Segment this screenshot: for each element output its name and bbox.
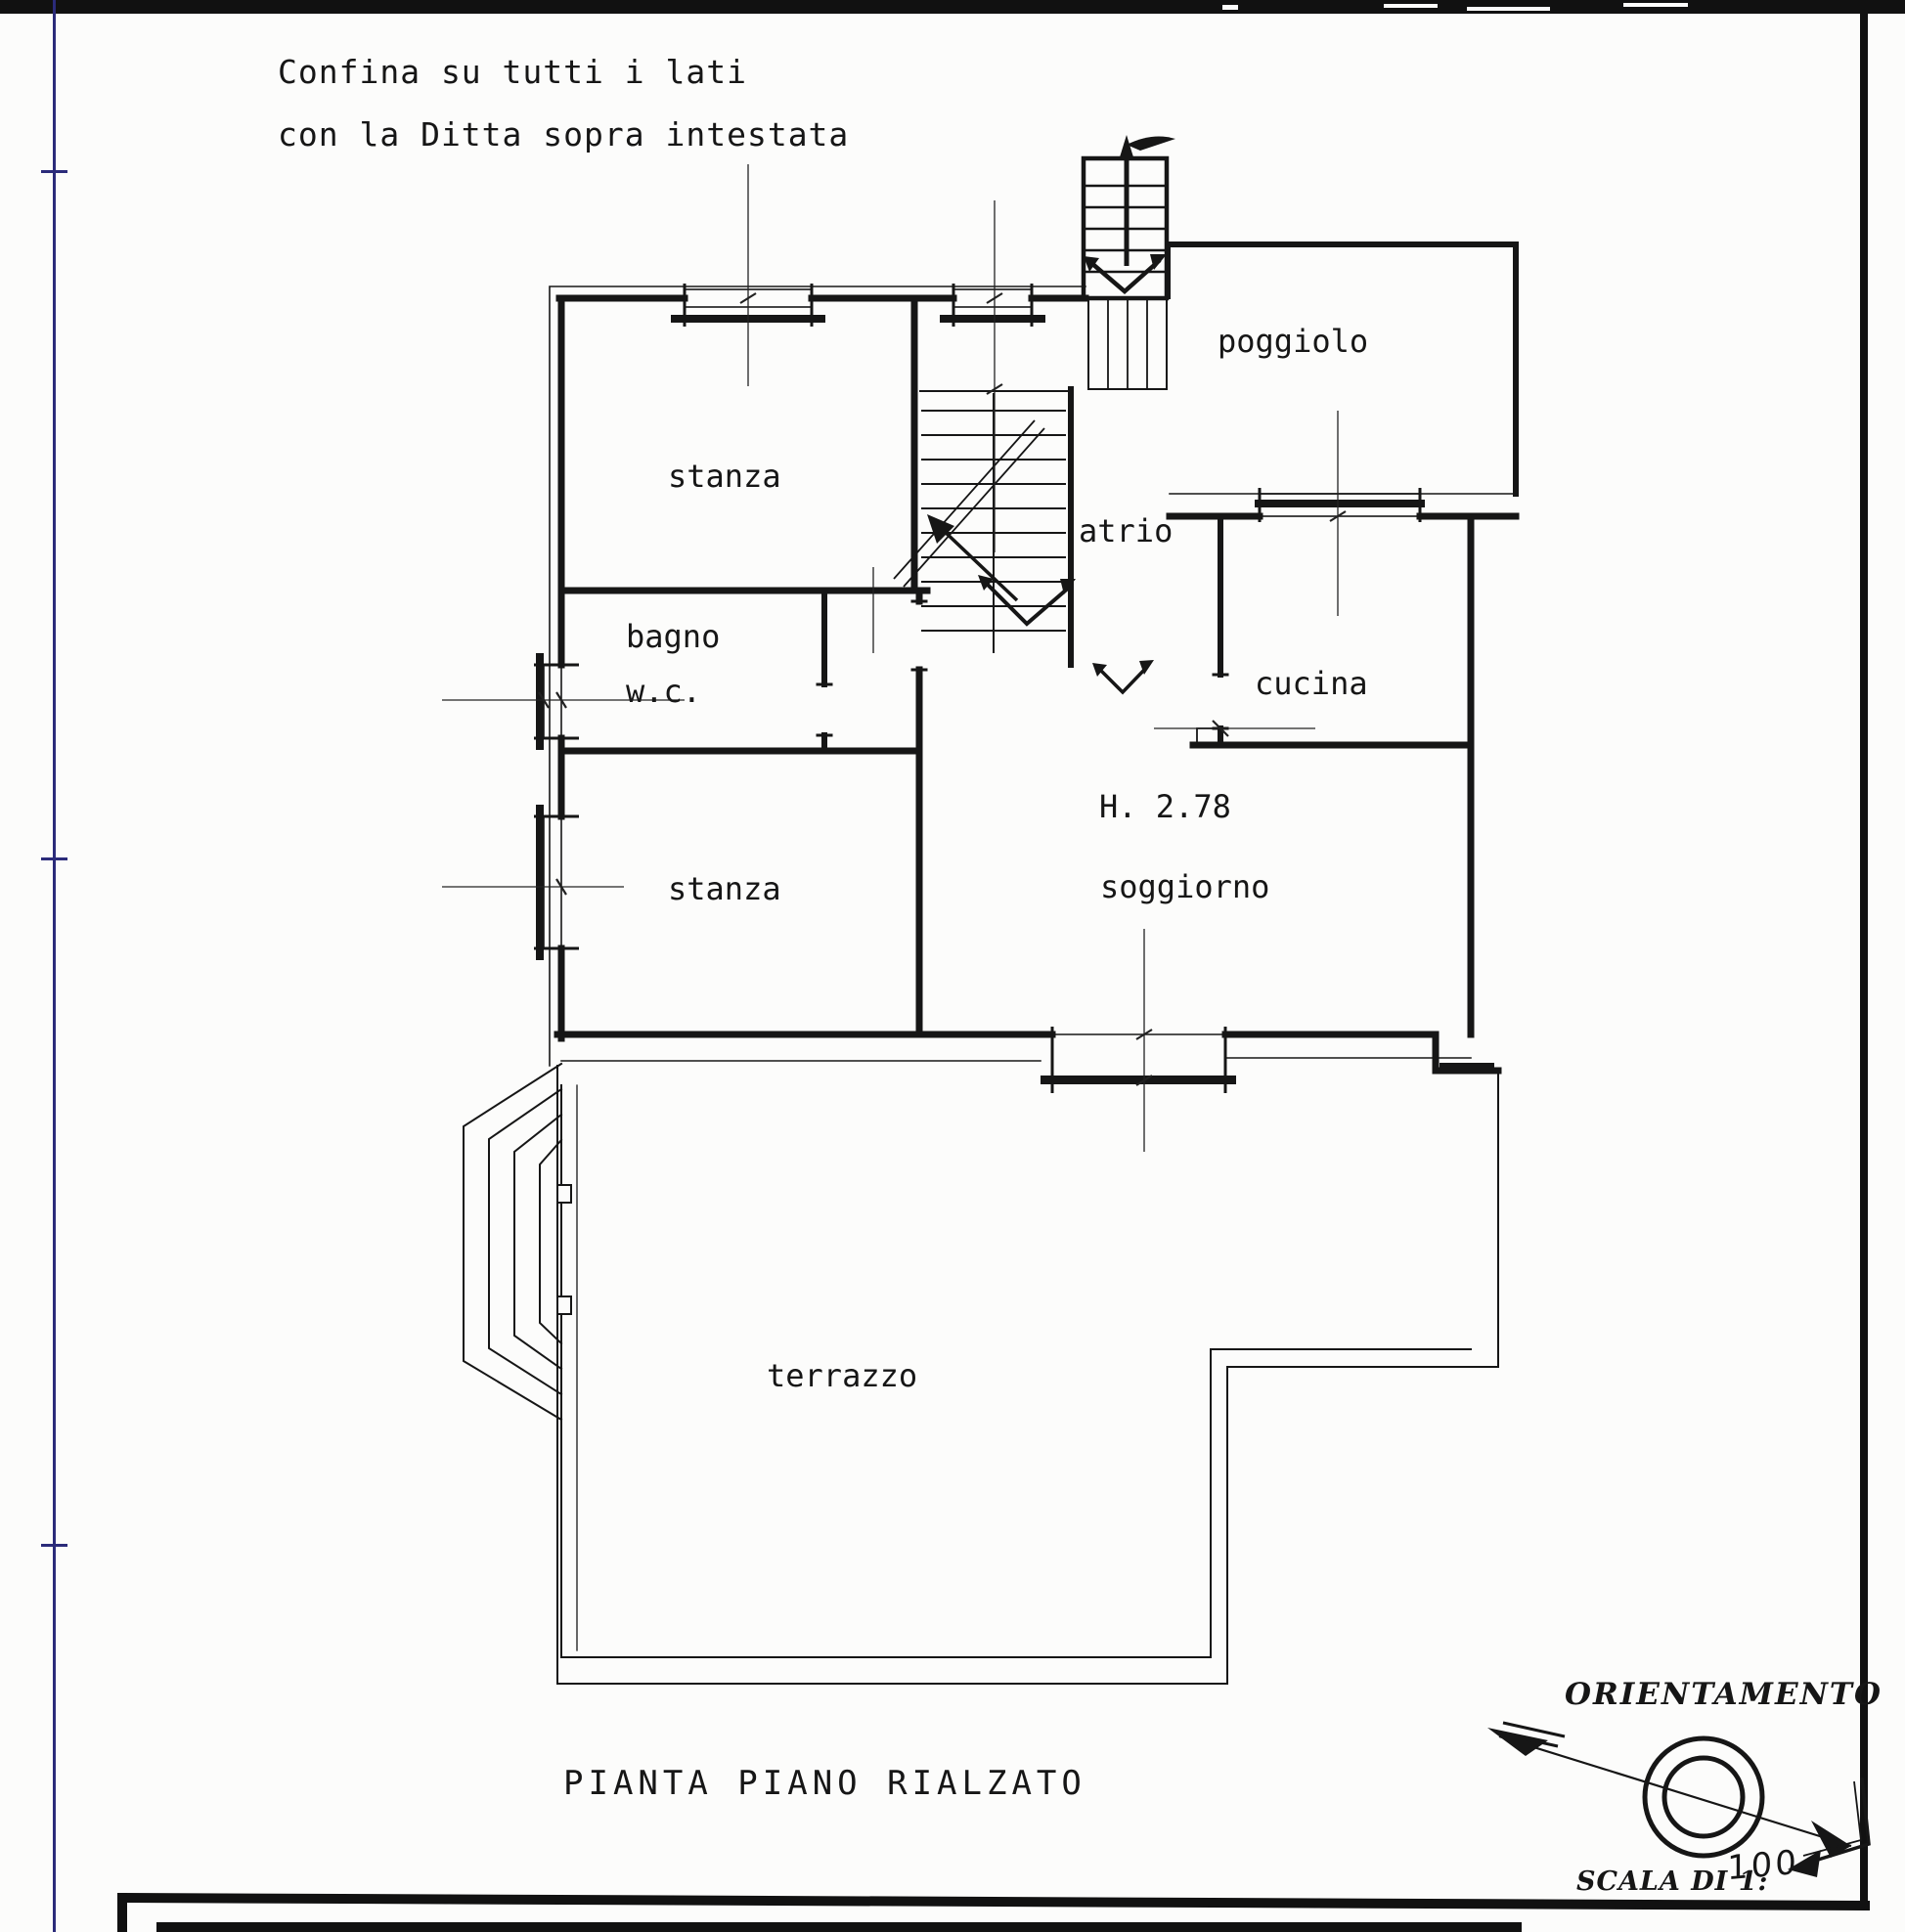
terrace-outline: [464, 1064, 1498, 1684]
dimension-lines: [442, 164, 1346, 1152]
poggiolo-parapet: [1170, 244, 1516, 516]
room-label-bagno: bagno: [626, 618, 721, 655]
scan-right-border: [1860, 0, 1868, 1907]
window-stairwell-top: [940, 284, 1045, 327]
room-label-cucina: cucina: [1255, 665, 1368, 702]
window-notch-east: [1440, 1063, 1494, 1070]
internal-staircase: [894, 298, 1167, 692]
orientation-title: ORIENTAMENTO: [1565, 1677, 1883, 1712]
window-bagno-left: [534, 653, 579, 750]
scan-top-strip: [0, 0, 1905, 14]
compass-icon: [1487, 1723, 1869, 1877]
window-cucina-poggiolo: [1255, 488, 1425, 522]
room-label-poggiolo: poggiolo: [1218, 323, 1369, 360]
room-label-atrio: atrio: [1079, 512, 1174, 549]
terrace-steps: [464, 1064, 561, 1420]
room-label-soggiorno: soggiorno: [1100, 868, 1270, 905]
room-label-terrazzo: terrazzo: [767, 1357, 918, 1394]
room-label-wc: w.c.: [626, 673, 702, 710]
header-line-1: Confina su tutti i lati: [278, 53, 747, 91]
north-arrow-icon: [1487, 1723, 1851, 1858]
stair-direction-arrow-icon: [927, 514, 1076, 624]
room-label-stanza-1: stanza: [668, 458, 781, 495]
scan-bottom-border: [117, 1893, 1870, 1932]
scale-label: SCALA DI 1:: [1576, 1866, 1769, 1897]
external-staircase: [1084, 135, 1175, 298]
scale-value-handwritten: 100: [1727, 1842, 1799, 1889]
header-line-2: con la Ditta sopra intestata: [278, 115, 850, 154]
height-note: H. 2.78: [1099, 788, 1231, 825]
atrio-stair-chevron-icon: [1092, 660, 1154, 692]
left-margin-line: [41, 0, 67, 1932]
scale-arrow-icon: [1788, 1778, 1869, 1877]
window-stanza2-left: [534, 805, 579, 960]
plan-caption: PIANTA PIANO RIALZATO: [563, 1764, 1086, 1803]
room-label-stanza-2: stanza: [668, 870, 781, 907]
